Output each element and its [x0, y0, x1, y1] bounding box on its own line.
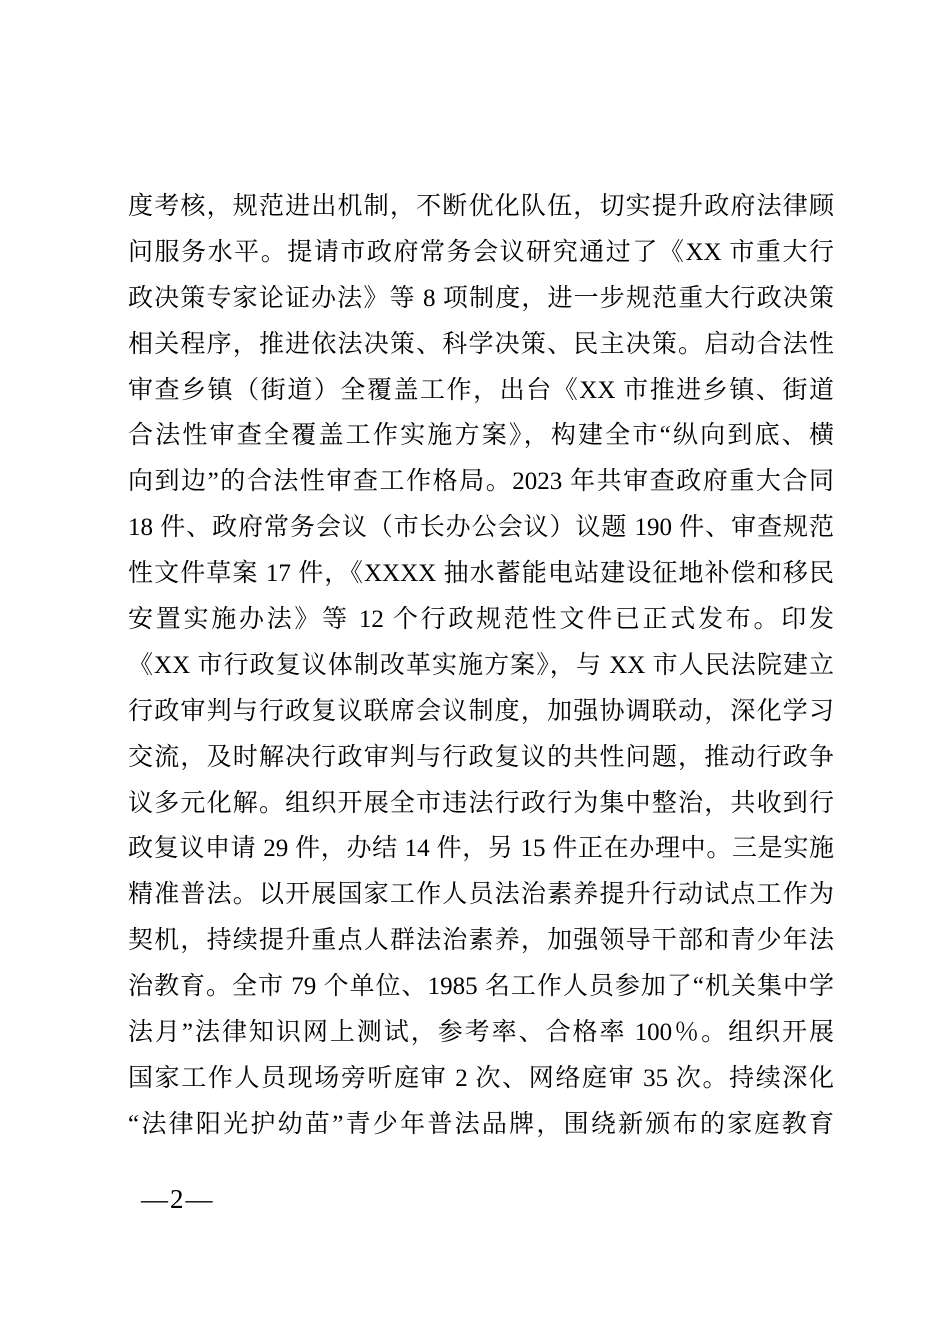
paragraph-line: 审查乡镇（街道）全覆盖工作，出台《XX 市推进乡镇、街道: [128, 376, 834, 404]
paragraph-line: 性文件草案 17 件，《XXXX 抽水蓄能电站建设征地补偿和移民: [128, 560, 834, 588]
paragraph-line: 议多元化解。组织开展全市违法行政行为集中整治，共收到行: [128, 789, 834, 817]
paragraph-line: 合法性审查全覆盖工作实施方案》，构建全市“纵向到底、横: [128, 422, 834, 450]
paragraph-line: 向到边”的合法性审查工作格局。2023 年共审查政府重大合同: [128, 468, 834, 496]
paragraph-line: 契机，持续提升重点人群法治素养，加强领导干部和青少年法: [128, 927, 834, 955]
page-number: —2—: [141, 1184, 215, 1214]
paragraph-line: 国家工作人员现场旁听庭审 2 次、网络庭审 35 次。持续深化: [128, 1064, 834, 1092]
paragraph-line: 问服务水平。提请市政府常务会议研究通过了《XX 市重大行: [128, 238, 834, 266]
paragraph-line: 度考核，规范进出机制，不断优化队伍，切实提升政府法律顾: [128, 193, 834, 220]
paragraph-line: 18 件、政府常务会议（市长办公会议）议题 190 件、审查规范: [128, 514, 834, 542]
paragraph-line: 安置实施办法》等 12 个行政规范性文件已正式发布。印发: [128, 606, 834, 634]
paragraph-line: 精准普法。以开展国家工作人员法治素养提升行动试点工作为: [128, 881, 834, 909]
paragraph-line: 政决策专家论证办法》等 8 项制度，进一步规范重大行政决策: [128, 284, 834, 312]
paragraph-line: 交流，及时解决行政审判与行政复议的共性问题，推动行政争: [128, 743, 834, 771]
paragraph-line: 法月”法律知识网上测试，参考率、合格率 100％。组织开展: [128, 1019, 834, 1047]
paragraph-line: “法律阳光护幼苗”青少年普法品牌，围绕新颁布的家庭教育: [128, 1110, 834, 1138]
paragraph-line: 行政审判与行政复议联席会议制度，加强协调联动，深化学习: [128, 697, 834, 725]
paragraph-block: [128, 184, 834, 1148]
paragraph-line: 治教育。全市 79 个单位、1985 名工作人员参加了“机关集中学: [128, 973, 834, 1001]
paragraph-line: 政复议申请 29 件，办结 14 件，另 15 件正在办理中。三是实施: [128, 835, 834, 863]
paragraph-line: 相关程序，推进依法决策、科学决策、民主决策。启动合法性: [128, 330, 834, 358]
paragraph-line: 《XX 市行政复议体制改革实施方案》，与 XX 市人民法院建立: [128, 651, 834, 679]
